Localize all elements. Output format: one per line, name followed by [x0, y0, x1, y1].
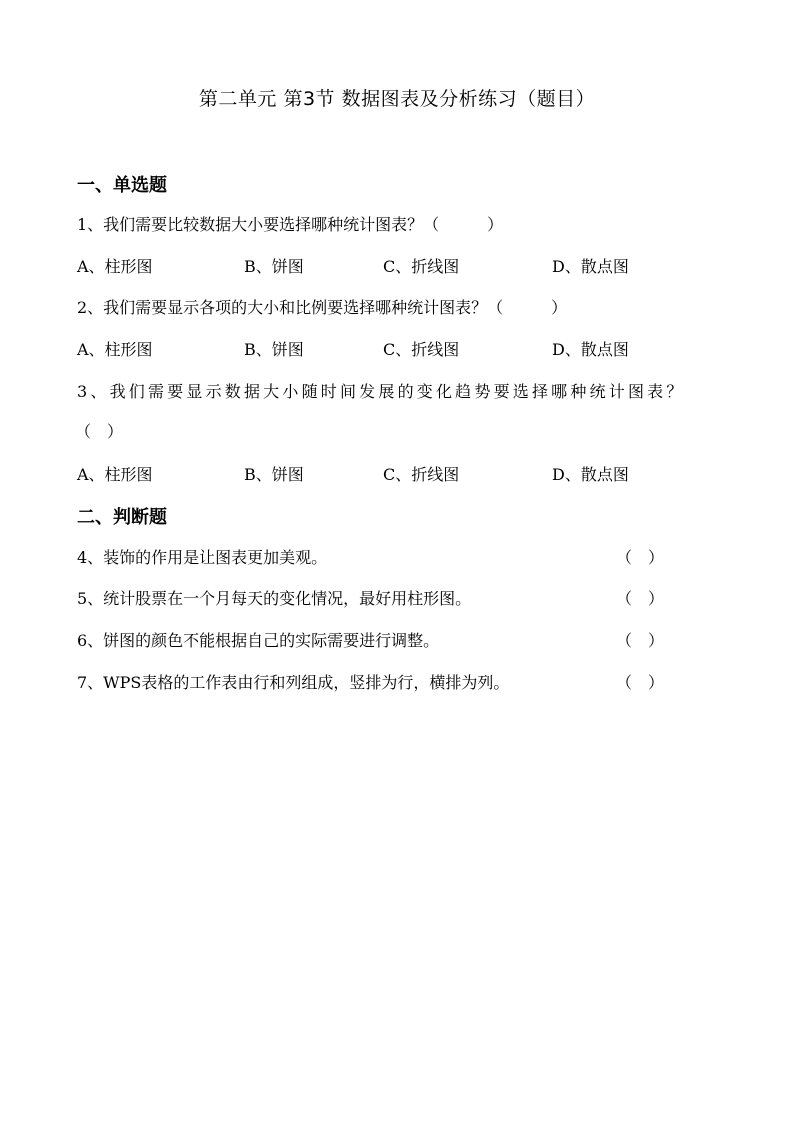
option-d: D、散点图 [552, 465, 629, 484]
option-a: A、柱形图 [77, 257, 153, 276]
option-b: B、饼图 [244, 465, 304, 484]
tf-question-5: 5、统计股票在一个月每天的变化情况，最好用柱形图。 [77, 589, 472, 608]
question-1-text: 1、我们需要比较数据大小要选择哪种统计图表？（ ） [77, 215, 504, 234]
option-b: B、饼图 [244, 257, 304, 276]
option-d: D、散点图 [552, 257, 629, 276]
section-heading-true-false: 二、判断题 [77, 507, 167, 528]
option-c: C、折线图 [383, 340, 460, 359]
option-a: A、柱形图 [77, 340, 153, 359]
tf-question-7: 7、WPS表格的工作表由行和列组成，竖排为行，横排为列。 [77, 673, 510, 692]
option-c: C、折线图 [383, 465, 460, 484]
question-3-options [77, 462, 717, 484]
page-title: 第二单元 第3节 数据图表及分析练习（题目） [198, 88, 596, 110]
question-3-text: 3、我们需要显示数据大小随时间发展的变化趋势要选择哪种统计图表？ [77, 382, 686, 401]
option-a: A、柱形图 [77, 465, 153, 484]
section-heading-single-choice: 一、单选题 [77, 175, 167, 196]
question-2-text: 2、我们需要显示各项的大小和比例要选择哪种统计图表？（ ） [77, 298, 568, 317]
tf-question-4: 4、装饰的作用是让图表更加美观。 [77, 548, 328, 567]
option-b: B、饼图 [244, 340, 304, 359]
tf-answer-paren-4: （ ） [616, 548, 665, 567]
option-d: D、散点图 [552, 340, 629, 359]
tf-question-6: 6、饼图的颜色不能根据自己的实际需要进行调整。 [77, 631, 440, 650]
option-c: C、折线图 [383, 257, 460, 276]
tf-answer-paren-5: （ ） [616, 589, 665, 608]
tf-answer-paren-7: （ ） [616, 673, 665, 692]
question-3-answer-paren: （ ） [75, 422, 124, 441]
tf-answer-paren-6: （ ） [616, 631, 665, 650]
question-2-options [77, 337, 717, 359]
question-1-options [77, 254, 717, 276]
